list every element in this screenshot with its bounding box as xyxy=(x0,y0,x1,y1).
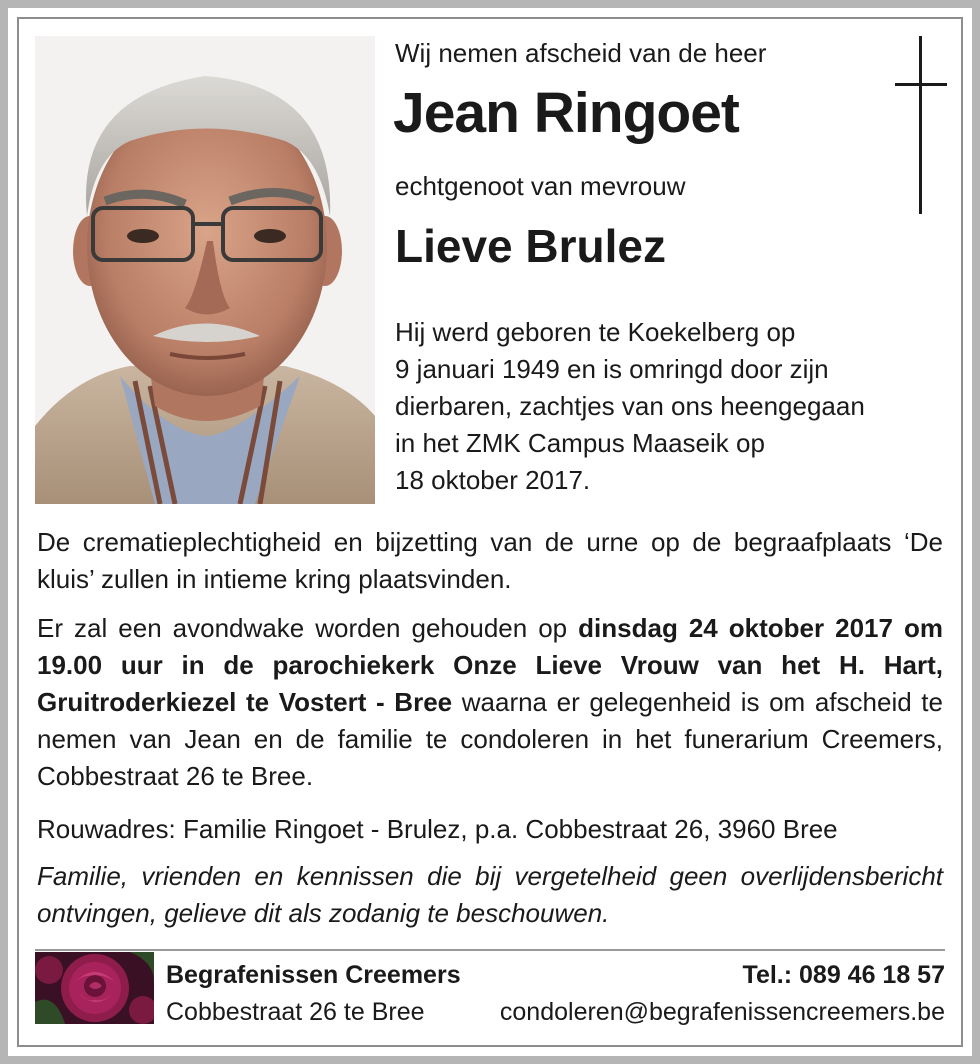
bio-line: 9 januari 1949 en is omringd door zijn xyxy=(395,354,829,384)
spouse-name: Lieve Brulez xyxy=(395,220,666,272)
vigil-lead: Er zal een avondwake worden gehouden op xyxy=(37,613,579,643)
bio-line: in het ZMK Campus Maaseik op xyxy=(395,428,765,458)
footer-divider xyxy=(35,949,945,951)
email-link[interactable]: condoleren@begrafenissencreemers.be xyxy=(499,998,945,1026)
deceased-name: Jean Ringoet xyxy=(393,81,739,145)
closing-note: Familie, vrienden en kennissen die bij vergetelheid geen overlijdensbericht ontvingen, gelieve dit als zodanig te beschouwen. xyxy=(37,861,943,928)
biography xyxy=(395,314,865,499)
intro-text: Wij nemen afscheid van de heer xyxy=(395,38,767,68)
vigil-tail: waarna er gelegenheid is om afscheid te nemen van Jean en de familie te condoleren in het funerarium Creemers, Cobbestraat 26 te Bree. xyxy=(37,687,943,791)
vigil-paragraph xyxy=(37,610,943,795)
vigil-details: dinsdag 24 oktober 2017 om 19.00 uur in de parochiekerk Onze Lieve Vrouw van het H. Hart, Gruitroderkiezel te Vostert - Bree xyxy=(37,613,943,717)
portrait-photo xyxy=(35,36,375,504)
phone-number: Tel.: 089 46 18 57 xyxy=(742,961,945,989)
mourning-address: Rouwadres: Familie Ringoet - Brulez, p.a. Cobbestraat 26, 3960 Bree xyxy=(37,814,838,844)
latin-cross-icon xyxy=(895,36,947,214)
spouse-intro-text: echtgenoot van mevrouw xyxy=(395,171,686,201)
bio-line: Hij werd geboren te Koekelberg op xyxy=(395,317,796,347)
funeral-home-name: Begrafenissen Creemers xyxy=(166,961,461,989)
funeral-home-address: Cobbestraat 26 te Bree xyxy=(166,998,425,1026)
bio-line: 18 oktober 2017. xyxy=(395,465,591,495)
rose-image xyxy=(35,952,154,1024)
cremation-paragraph: De crematieplechtigheid en bijzetting van de urne op de begraafplaats ‘De kluis’ zullen in intieme kring plaatsvinden. xyxy=(37,527,943,594)
bio-line: dierbaren, zachtjes van ons heengegaan xyxy=(395,391,865,421)
